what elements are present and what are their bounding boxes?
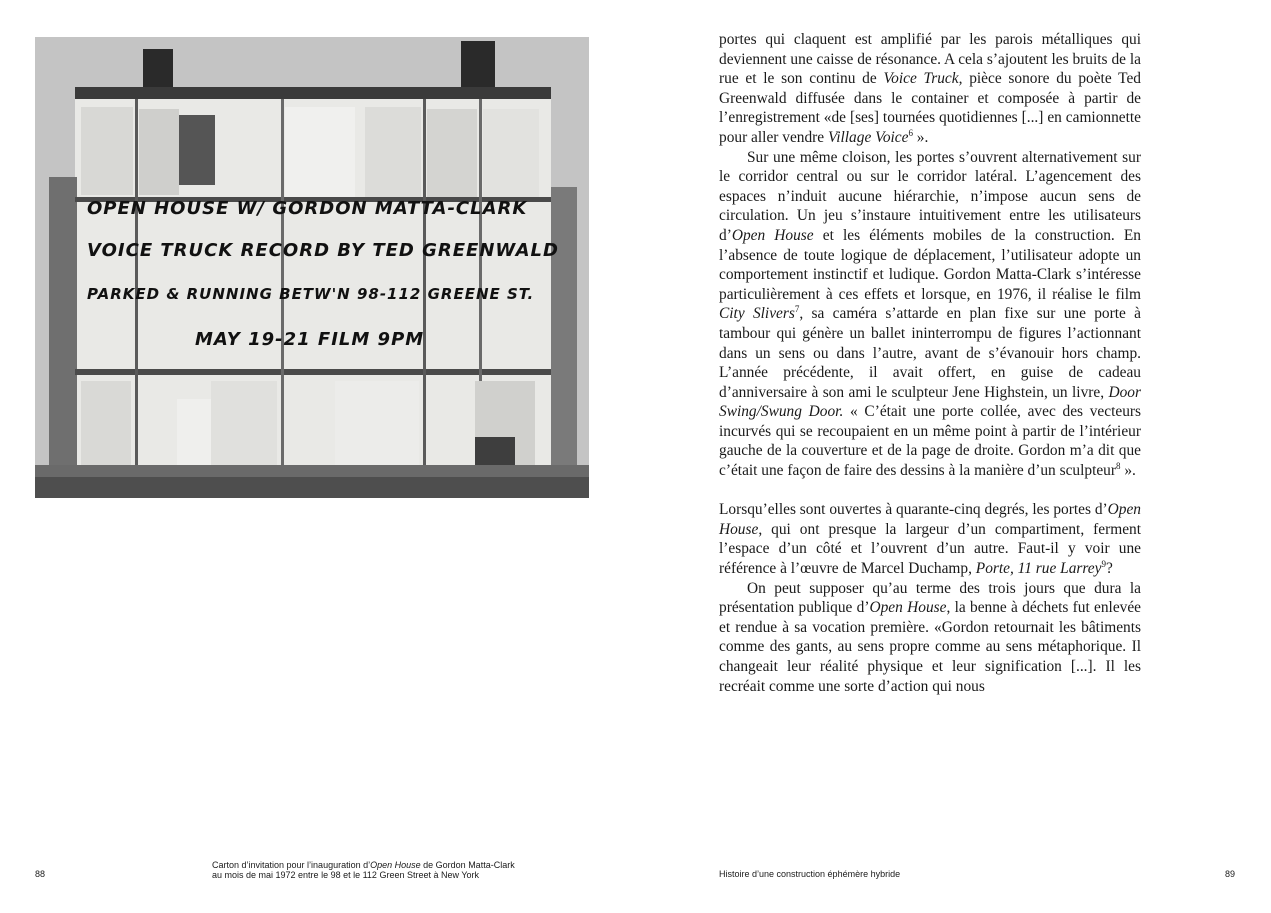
photo-caption (212, 860, 632, 880)
paragraph-2: Sur une même cloison, les portes s’ouvrent alternativement sur le corridor central ou sur le corridor latéral. L’agencement des espaces n’induit aucune hiérarchie, n’impose aucun sens de circulation. Un jeu s’instaure intuitivement entre les utilisateurs d’Open House et les éléments mobiles de la construction. En l’absence de toute logique de déplacement, l’utilisateur adopte un comportement instinctif et ludique. Gordon Matta-Clark s’intéresse particulièrement à ces effets et lorsque, en 1976, il réalise le film City Slivers$^7$, sa caméra s’attarde en plan fixe sur une porte à tambour qui génère un ballet ininterrompu de figures l’actionnant dans un sens ou dans l’autre, avant de s’évanouir hors champ. L’année précédente, il avait offert, en guise de cadeau d’anniversaire à son ami le sculpteur Jene Highstein, un livre, Door Swing/Swung Door. « C’était une porte collée, avec des vecteurs incurvés qui se recoupaient en un même point à partir de l’intérieur gauche de la couverture et de la page de droite. Gordon m’a dit que c’était une façon de faire des dessins à la manière d’un sculpteur$^8$ ». (719, 148, 1142, 480)
photo-text-line-4: MAY 19-21 FILM 9PM (195, 329, 425, 350)
building-facade-illustration (35, 37, 589, 498)
paragraph-1: portes qui claquent est amplifié par les parois métalliques qui deviennent une caisse de résonance. A cela s’ajoutent les bruits de la rue et le son continu de Voice Truck, pièce sonore du poète Ted Greenwald diffusée dans le container et composée à partir de l’enregistrement «de [ses] tournées quotidiennes [...] en camionnette pour aller vendre Village Voice$^6$ ». (719, 31, 1141, 146)
photo-text-line-2: VOICE TRUCK RECORD BY TED GREENWALD (87, 240, 559, 261)
page-number-right: 89 (1225, 869, 1236, 879)
photo-text-line-1: OPEN HOUSE W/ GORDON MATTA-CLARK (87, 198, 528, 219)
footnote-ref-7: 7 (794, 304, 800, 315)
footnote-ref-8: 8 (1116, 461, 1121, 472)
footnote-ref-6: 6 (908, 127, 913, 138)
paragraph-3: Lorsqu’elles sont ouvertes à quarante-cinq degrés, les portes d’Open House, qui ont presque la largeur d’un compartiment, ferment l’espace d’un côté et l’ouvrent d’un autre. Faut-il y voir une référence à l’œuvre de Marcel Duchamp, Porte, 11 rue Larrey$^9$? (719, 501, 1141, 578)
running-title: Histoire d’une construction éphémère hybride (719, 869, 901, 879)
footnote-ref-9: 9 (1101, 559, 1106, 570)
photo-text-line-3: PARKED & RUNNING BETW'N 98-112 GREENE ST. (87, 285, 535, 303)
caption-line-2: au mois de mai 1972 entre le 98 et le 112 Green Street à New York (212, 870, 479, 880)
paragraph-4: On peut supposer qu’au terme des trois jours que dura la présentation publique d’Open House, la benne à déchets fut enlevée et rendue à sa vocation première. «Gordon retournait les bâtiments comme des gants, au sens propre comme au sens métaphorique. Il changeait leur réalité physique et leur signification [...]. Il les recréait comme une sorte d’action qui nous (719, 579, 1142, 695)
body-text-column (719, 30, 1141, 696)
caption-line-1: Carton d’invitation pour l’inauguration d’Open House de Gordon Matta-Clark (212, 860, 515, 870)
page-number-left: 88 (35, 869, 46, 879)
invitation-photo (35, 37, 589, 498)
